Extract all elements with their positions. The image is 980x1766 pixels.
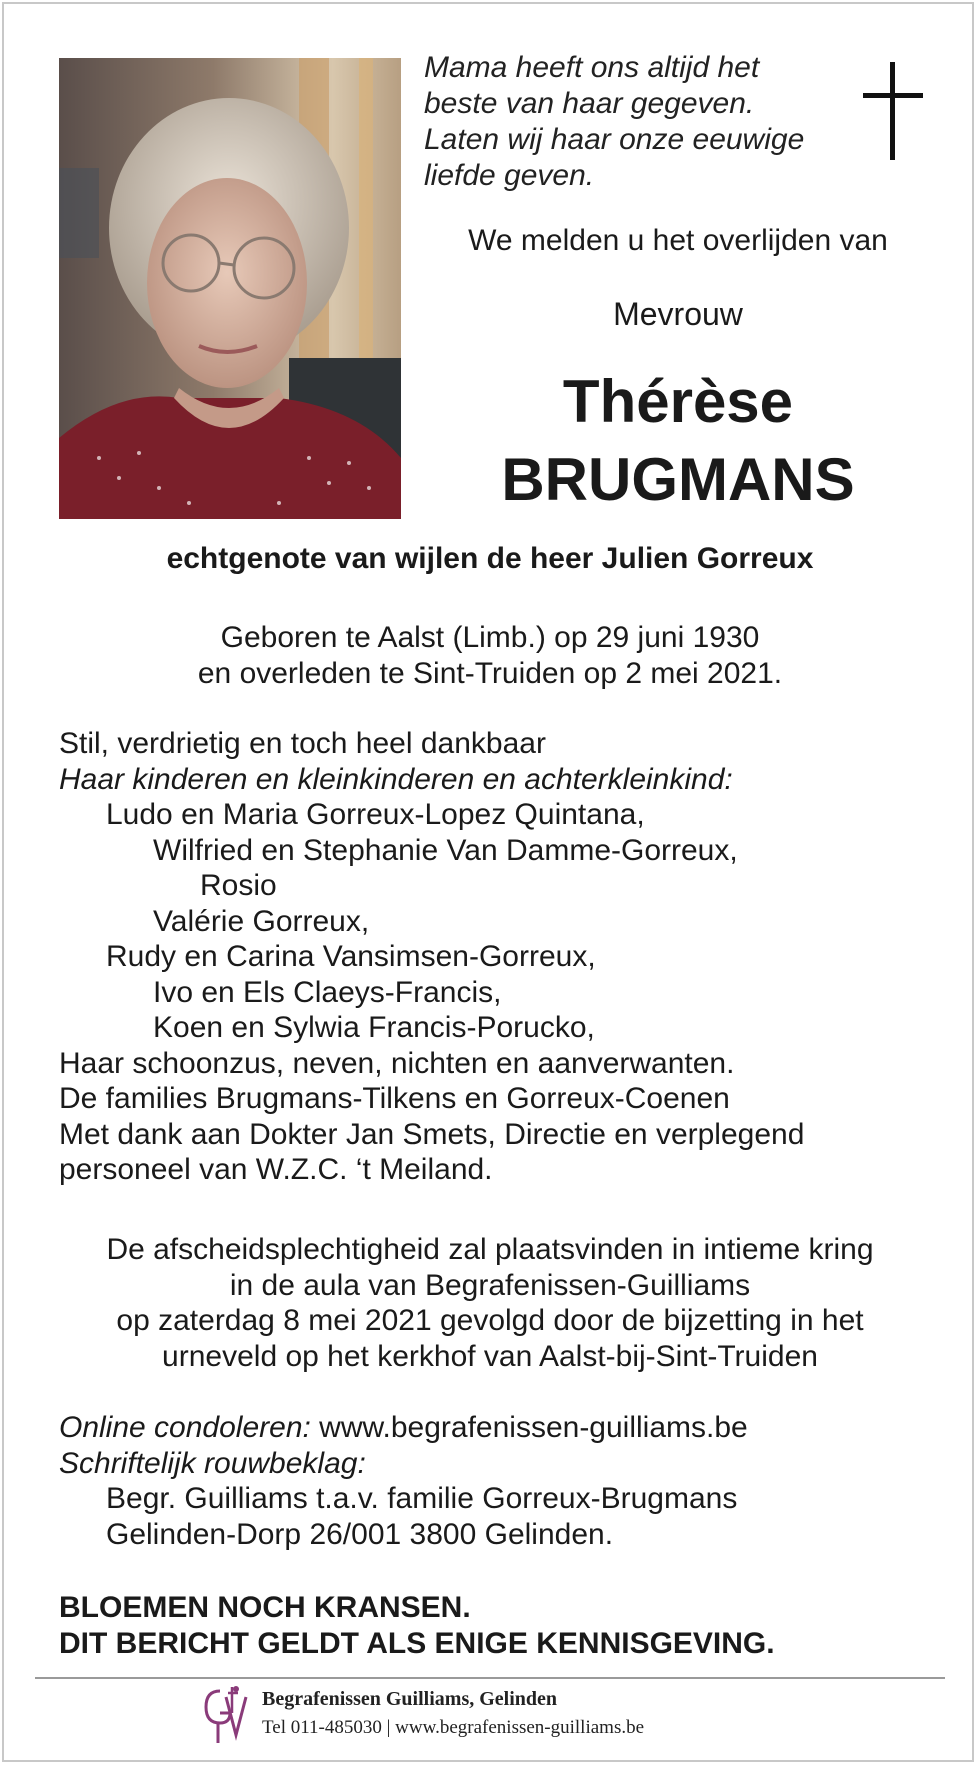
written-label: Schriftelijk rouwbeklag: — [59, 1446, 366, 1480]
poem-line: Laten wij haar onze eeuwige — [424, 123, 805, 156]
ceremony-line: op zaterdag 8 mei 2021 gevolgd door de bijzetting in het — [116, 1304, 864, 1337]
funeral-home-logo-icon — [200, 1683, 250, 1745]
deceased-first-name: Thérèse — [562, 368, 794, 435]
poem-line: Mama heeft ons altijd het — [424, 51, 760, 84]
family-member: Wilfried en Stephanie Van Damme-Gorreux, — [153, 833, 738, 867]
death-line: en overleden te Sint-Truiden op 2 mei 2021. — [197, 657, 783, 690]
family-member: Valérie Gorreux, — [153, 904, 370, 938]
family-list — [59, 726, 939, 1188]
poem — [424, 50, 844, 194]
family-member: Koen en Sylwia Francis-Porucko, — [153, 1011, 595, 1044]
funeral-home-name: Begrafenissen Guilliams, Gelinden — [262, 1688, 558, 1710]
online-url[interactable]: www.begrafenissen-guilliams.be — [310, 1411, 748, 1444]
closing-line: DIT BERICHT GELDT ALS ENIGE KENNISGEVING. — [59, 1627, 775, 1660]
address-line: Gelinden-Dorp 26/001 3800 Gelinden. — [106, 1517, 614, 1551]
deceased-last-name: BRUGMANS — [501, 446, 855, 513]
birth-death-info — [0, 620, 980, 692]
honorific: Mevrouw — [613, 296, 743, 332]
ceremony-line: De afscheidsplechtigheid zal plaatsvinden in intieme kring — [106, 1233, 874, 1266]
family-member: Rosio — [200, 869, 277, 902]
closing-notice — [59, 1590, 939, 1662]
footer-divider — [35, 1677, 945, 1679]
family-other: Haar schoonzus, neven, nichten en aanverwanten. — [59, 1046, 735, 1080]
closing-line: BLOEMEN NOCH KRANSEN. — [59, 1591, 471, 1624]
poem-line: beste van haar gegeven. — [424, 87, 755, 120]
poem-line: liefde geven. — [424, 159, 595, 192]
children-heading: Haar kinderen en kleinkinderen en achterkleinkind: — [59, 762, 733, 796]
ceremony-line: urneveld op het kerkhof van Aalst-bij-Sint-Truiden — [162, 1339, 818, 1373]
funeral-home-contact: Tel 011-485030 | www.begrafenissen-guilliams.be — [262, 1717, 645, 1738]
online-condolence-line — [59, 1410, 939, 1446]
family-member: Ludo en Maria Gorreux-Lopez Quintana, — [106, 798, 645, 831]
spouse-line: echtgenote van wijlen de heer Julien Gorreux — [166, 542, 814, 575]
family-member: Rudy en Carina Vansimsen-Gorreux, — [106, 940, 596, 973]
portrait-photo — [59, 58, 401, 519]
family-other: Met dank aan Dokter Jan Smets, Directie en verplegend — [59, 1117, 805, 1151]
birth-line: Geboren te Aalst (Limb.) op 29 juni 1930 — [220, 621, 760, 654]
family-other: personeel van W.Z.C. ‘t Meiland. — [59, 1153, 493, 1186]
announcement: We melden u het overlijden van — [468, 224, 888, 257]
family-member: Ivo en Els Claeys-Francis, — [153, 975, 502, 1009]
online-label: Online condoleren: — [59, 1411, 311, 1444]
condolence-info — [59, 1410, 939, 1552]
ceremony-line: in de aula van Begrafenissen-Guilliams — [229, 1268, 751, 1302]
family-other: De families Brugmans-Tilkens en Gorreux-Coenen — [59, 1082, 730, 1115]
address-line: Begr. Guilliams t.a.v. familie Gorreux-Brugmans — [106, 1482, 738, 1515]
cross-icon — [863, 62, 923, 160]
ceremony-info — [0, 1232, 980, 1374]
family-intro: Stil, verdrietig en toch heel dankbaar — [59, 727, 546, 760]
